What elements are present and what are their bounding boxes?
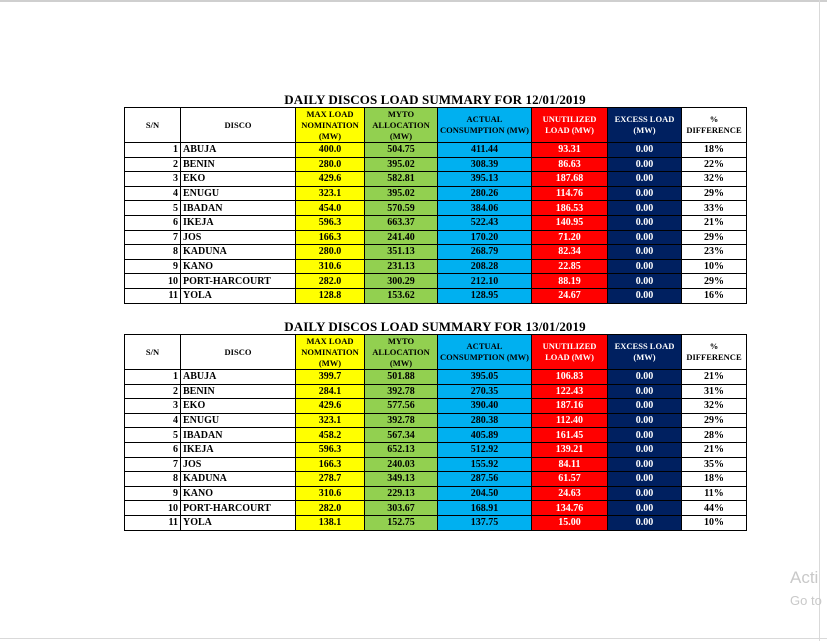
cell-excess: 0.00	[608, 515, 682, 530]
cell-difference: 21%	[682, 442, 747, 457]
cell-disco: KANO	[181, 259, 296, 274]
cell-sn: 4	[125, 186, 181, 201]
cell-difference: 10%	[682, 515, 747, 530]
cell-excess: 0.00	[608, 472, 682, 487]
cell-unutilized: 71.20	[532, 230, 608, 245]
cell-actual: 395.05	[438, 370, 532, 385]
cell-disco: KADUNA	[181, 472, 296, 487]
cell-difference: 44%	[682, 501, 747, 516]
cell-max-load: 128.8	[296, 288, 365, 303]
cell-max-load: 596.3	[296, 215, 365, 230]
table-row	[125, 201, 747, 216]
cell-unutilized: 134.76	[532, 501, 608, 516]
cell-unutilized: 22.85	[532, 259, 608, 274]
table-body	[125, 143, 747, 304]
cell-difference: 11%	[682, 486, 747, 501]
cell-sn: 2	[125, 157, 181, 172]
header-difference: % DIFFERENCE	[682, 108, 747, 143]
cell-difference: 35%	[682, 457, 747, 472]
table-row	[125, 472, 747, 487]
cell-unutilized: 106.83	[532, 370, 608, 385]
cell-myto: 392.78	[365, 413, 438, 428]
table-row	[125, 172, 747, 187]
header-disco: DISCO	[181, 108, 296, 143]
cell-max-load: 280.0	[296, 157, 365, 172]
cell-myto: 152.75	[365, 515, 438, 530]
header-excess: EXCESS LOAD (MW)	[608, 108, 682, 143]
cell-max-load: 399.7	[296, 370, 365, 385]
cell-actual: 268.79	[438, 245, 532, 260]
cell-unutilized: 122.43	[532, 384, 608, 399]
cell-myto: 240.03	[365, 457, 438, 472]
cell-difference: 29%	[682, 230, 747, 245]
cell-excess: 0.00	[608, 486, 682, 501]
table-body	[125, 370, 747, 531]
table-row	[125, 501, 747, 516]
header-actual: ACTUAL CONSUMPTION (MW)	[438, 108, 532, 143]
cell-disco: IBADAN	[181, 428, 296, 443]
cell-unutilized: 88.19	[532, 274, 608, 289]
table-title: DAILY DISCOS LOAD SUMMARY FOR 12/01/2019	[284, 92, 586, 107]
cell-disco: ABUJA	[181, 143, 296, 158]
cell-max-load: 458.2	[296, 428, 365, 443]
cell-myto: 570.59	[365, 201, 438, 216]
cell-unutilized: 93.31	[532, 143, 608, 158]
cell-max-load: 429.6	[296, 399, 365, 414]
cell-excess: 0.00	[608, 186, 682, 201]
cell-excess: 0.00	[608, 399, 682, 414]
cell-excess: 0.00	[608, 172, 682, 187]
cell-disco: KANO	[181, 486, 296, 501]
cell-disco: JOS	[181, 457, 296, 472]
table-row	[125, 486, 747, 501]
header-unutilized: UNUTILIZED LOAD (MW)	[532, 335, 608, 370]
cell-unutilized: 114.76	[532, 186, 608, 201]
cell-disco: PORT-HARCOURT	[181, 274, 296, 289]
cell-actual: 280.38	[438, 413, 532, 428]
cell-excess: 0.00	[608, 215, 682, 230]
header-actual: ACTUAL CONSUMPTION (MW)	[438, 335, 532, 370]
header-max-load: MAX LOAD NOMINATION (MW)	[296, 108, 365, 143]
cell-max-load: 138.1	[296, 515, 365, 530]
cell-max-load: 282.0	[296, 274, 365, 289]
header-row	[125, 335, 747, 370]
cell-sn: 4	[125, 413, 181, 428]
cell-sn: 7	[125, 457, 181, 472]
header-excess: EXCESS LOAD (MW)	[608, 335, 682, 370]
cell-myto: 652.13	[365, 442, 438, 457]
cell-myto: 241.40	[365, 230, 438, 245]
cell-actual: 170.20	[438, 230, 532, 245]
cell-myto: 395.02	[365, 186, 438, 201]
cell-max-load: 596.3	[296, 442, 365, 457]
cell-actual: 280.26	[438, 186, 532, 201]
cell-difference: 29%	[682, 274, 747, 289]
table-row	[125, 413, 747, 428]
cell-myto: 231.13	[365, 259, 438, 274]
cell-disco: ENUGU	[181, 413, 296, 428]
cell-actual: 405.89	[438, 428, 532, 443]
cell-disco: BENIN	[181, 157, 296, 172]
cell-disco: PORT-HARCOURT	[181, 501, 296, 516]
header-unutilized: UNUTILIZED LOAD (MW)	[532, 108, 608, 143]
table-row	[125, 230, 747, 245]
cell-excess: 0.00	[608, 442, 682, 457]
cell-excess: 0.00	[608, 143, 682, 158]
cell-max-load: 429.6	[296, 172, 365, 187]
cell-unutilized: 186.53	[532, 201, 608, 216]
cell-difference: 23%	[682, 245, 747, 260]
cell-excess: 0.00	[608, 457, 682, 472]
cell-myto: 153.62	[365, 288, 438, 303]
cell-max-load: 310.6	[296, 259, 365, 274]
cell-excess: 0.00	[608, 370, 682, 385]
cell-actual: 390.40	[438, 399, 532, 414]
load-summary-block-1	[124, 92, 746, 304]
cell-difference: 28%	[682, 428, 747, 443]
cell-difference: 18%	[682, 143, 747, 158]
header-myto: MYTO ALLOCATION (MW)	[365, 108, 438, 143]
cell-max-load: 166.3	[296, 457, 365, 472]
load-summary-block-2	[124, 319, 746, 531]
cell-excess: 0.00	[608, 230, 682, 245]
cell-myto: 504.75	[365, 143, 438, 158]
cell-sn: 7	[125, 230, 181, 245]
cell-max-load: 280.0	[296, 245, 365, 260]
cell-sn: 1	[125, 143, 181, 158]
activation-watermark-line1: Acti	[790, 568, 819, 587]
cell-disco: EKO	[181, 172, 296, 187]
table-row	[125, 215, 747, 230]
cell-myto: 395.02	[365, 157, 438, 172]
cell-max-load: 278.7	[296, 472, 365, 487]
cell-actual: 308.39	[438, 157, 532, 172]
cell-sn: 11	[125, 288, 181, 303]
cell-myto: 663.37	[365, 215, 438, 230]
table-title: DAILY DISCOS LOAD SUMMARY FOR 13/01/2019	[284, 319, 586, 334]
cell-actual: 512.92	[438, 442, 532, 457]
header-max-load: MAX LOAD NOMINATION (MW)	[296, 335, 365, 370]
cell-myto: 351.13	[365, 245, 438, 260]
cell-sn: 10	[125, 501, 181, 516]
cell-sn: 5	[125, 428, 181, 443]
cell-sn: 3	[125, 399, 181, 414]
cell-disco: YOLA	[181, 515, 296, 530]
header-disco: DISCO	[181, 335, 296, 370]
activation-watermark-line2: Go to	[790, 593, 822, 608]
cell-sn: 11	[125, 515, 181, 530]
cell-sn: 2	[125, 384, 181, 399]
cell-excess: 0.00	[608, 501, 682, 516]
cell-unutilized: 161.45	[532, 428, 608, 443]
cell-excess: 0.00	[608, 428, 682, 443]
cell-difference: 21%	[682, 370, 747, 385]
load-summary-table	[124, 107, 747, 304]
cell-unutilized: 15.00	[532, 515, 608, 530]
cell-myto: 567.34	[365, 428, 438, 443]
cell-disco: IBADAN	[181, 201, 296, 216]
cell-max-load: 284.1	[296, 384, 365, 399]
cell-actual: 204.50	[438, 486, 532, 501]
cell-max-load: 310.6	[296, 486, 365, 501]
cell-sn: 5	[125, 201, 181, 216]
cell-disco: JOS	[181, 230, 296, 245]
cell-unutilized: 86.63	[532, 157, 608, 172]
bottom-border-line	[0, 638, 827, 639]
table-row	[125, 370, 747, 385]
cell-excess: 0.00	[608, 384, 682, 399]
table-row	[125, 186, 747, 201]
cell-excess: 0.00	[608, 245, 682, 260]
cell-excess: 0.00	[608, 288, 682, 303]
cell-max-load: 400.0	[296, 143, 365, 158]
right-border-line	[819, 0, 820, 641]
cell-unutilized: 187.68	[532, 172, 608, 187]
header-difference: % DIFFERENCE	[682, 335, 747, 370]
cell-max-load: 282.0	[296, 501, 365, 516]
cell-disco: EKO	[181, 399, 296, 414]
cell-actual: 128.95	[438, 288, 532, 303]
cell-excess: 0.00	[608, 259, 682, 274]
cell-difference: 22%	[682, 157, 747, 172]
table-row	[125, 384, 747, 399]
table-row	[125, 428, 747, 443]
cell-difference: 18%	[682, 472, 747, 487]
cell-actual: 155.92	[438, 457, 532, 472]
cell-actual: 270.35	[438, 384, 532, 399]
cell-myto: 303.67	[365, 501, 438, 516]
cell-sn: 3	[125, 172, 181, 187]
load-summary-table	[124, 334, 747, 531]
cell-actual: 522.43	[438, 215, 532, 230]
cell-disco: ENUGU	[181, 186, 296, 201]
cell-myto: 349.13	[365, 472, 438, 487]
cell-unutilized: 139.21	[532, 442, 608, 457]
cell-sn: 8	[125, 245, 181, 260]
cell-difference: 10%	[682, 259, 747, 274]
cell-sn: 9	[125, 486, 181, 501]
cell-excess: 0.00	[608, 157, 682, 172]
cell-disco: IKEJA	[181, 215, 296, 230]
cell-actual: 212.10	[438, 274, 532, 289]
cell-unutilized: 140.95	[532, 215, 608, 230]
table-row	[125, 288, 747, 303]
cell-myto: 582.81	[365, 172, 438, 187]
cell-actual: 168.91	[438, 501, 532, 516]
cell-difference: 21%	[682, 215, 747, 230]
cell-sn: 10	[125, 274, 181, 289]
cell-difference: 29%	[682, 186, 747, 201]
cell-disco: ABUJA	[181, 370, 296, 385]
cell-sn: 6	[125, 215, 181, 230]
cell-actual: 411.44	[438, 143, 532, 158]
cell-unutilized: 61.57	[532, 472, 608, 487]
cell-difference: 33%	[682, 201, 747, 216]
cell-disco: IKEJA	[181, 442, 296, 457]
cell-actual: 208.28	[438, 259, 532, 274]
cell-max-load: 323.1	[296, 413, 365, 428]
table-row	[125, 157, 747, 172]
cell-disco: KADUNA	[181, 245, 296, 260]
cell-unutilized: 24.67	[532, 288, 608, 303]
cell-sn: 8	[125, 472, 181, 487]
table-row	[125, 457, 747, 472]
table-row	[125, 515, 747, 530]
table-row	[125, 143, 747, 158]
cell-disco: BENIN	[181, 384, 296, 399]
cell-max-load: 166.3	[296, 230, 365, 245]
cell-actual: 384.06	[438, 201, 532, 216]
header-myto: MYTO ALLOCATION (MW)	[365, 335, 438, 370]
cell-max-load: 454.0	[296, 201, 365, 216]
table-row	[125, 399, 747, 414]
cell-sn: 6	[125, 442, 181, 457]
cell-unutilized: 82.34	[532, 245, 608, 260]
cell-excess: 0.00	[608, 413, 682, 428]
cell-disco: YOLA	[181, 288, 296, 303]
cell-unutilized: 187.16	[532, 399, 608, 414]
cell-max-load: 323.1	[296, 186, 365, 201]
cell-myto: 229.13	[365, 486, 438, 501]
cell-actual: 287.56	[438, 472, 532, 487]
table-row	[125, 245, 747, 260]
cell-unutilized: 84.11	[532, 457, 608, 472]
table-row	[125, 274, 747, 289]
cell-sn: 9	[125, 259, 181, 274]
cell-myto: 300.29	[365, 274, 438, 289]
cell-excess: 0.00	[608, 201, 682, 216]
cell-actual: 137.75	[438, 515, 532, 530]
cell-myto: 501.88	[365, 370, 438, 385]
cell-difference: 32%	[682, 399, 747, 414]
header-row	[125, 108, 747, 143]
table-row	[125, 442, 747, 457]
cell-difference: 32%	[682, 172, 747, 187]
cell-unutilized: 112.40	[532, 413, 608, 428]
cell-difference: 16%	[682, 288, 747, 303]
cell-excess: 0.00	[608, 274, 682, 289]
header-sn: S/N	[125, 335, 181, 370]
cell-actual: 395.13	[438, 172, 532, 187]
header-sn: S/N	[125, 108, 181, 143]
table-row	[125, 259, 747, 274]
cell-difference: 31%	[682, 384, 747, 399]
cell-myto: 577.56	[365, 399, 438, 414]
cell-difference: 29%	[682, 413, 747, 428]
cell-unutilized: 24.63	[532, 486, 608, 501]
cell-sn: 1	[125, 370, 181, 385]
top-border-line	[0, 0, 827, 2]
cell-myto: 392.78	[365, 384, 438, 399]
